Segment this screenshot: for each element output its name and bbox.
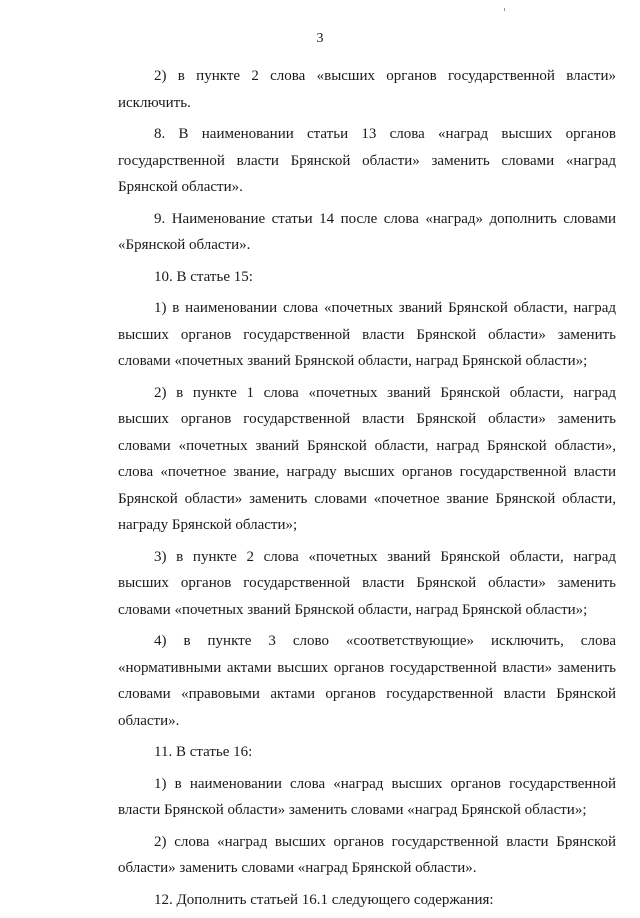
- scan-mark: [504, 8, 505, 11]
- page-number: 3: [316, 31, 324, 46]
- paragraph: 10. В статье 15:: [154, 268, 253, 285]
- paragraph: 3) в пункте 2 слова «почетных званий Брянской области, наград высших органов государственной власти Брянской области» заменить словами «почетных званий Брянской области, наград Брянской области»;: [118, 548, 616, 618]
- paragraph: 11. В статье 16:: [154, 744, 253, 760]
- paragraph: 1) в наименовании слова «почетных званий Брянской области, наград высших органов государственной власти Брянской области» заменить словами «почетных званий Брянской области, наград Брянской области»;: [118, 300, 616, 369]
- paragraph: 2) в пункте 1 слова «почетных званий Брянской области, наград высших органов государственной власти Брянской области» заменить словами «почетных званий Брянской области, наград Брянской области», слова «почетное звание, награду высших органов государственной власти Брянской области» заменить словами «почетное звание Брянской области, награду Брянской области»;: [118, 384, 616, 533]
- paragraph: 9. Наименование статьи 14 после слова «наград» дополнить словами «Брянской области».: [118, 210, 616, 253]
- paragraph: 2) в пункте 2 слова «высших органов государственной власти» исключить.: [118, 68, 616, 111]
- paragraph: 8. В наименовании статьи 13 слова «наград высших органов государственной власти Брянской области» заменить словами «наград Брянской области».: [118, 126, 616, 195]
- paragraph: 2) слова «наград высших органов государственной власти Брянской области» заменить словами «наград Брянской области».: [118, 833, 616, 876]
- paragraph: 1) в наименовании слова «наград высших органов государственной власти Брянской области» заменить словами «наград Брянской области»;: [118, 775, 616, 818]
- paragraph: 4) в пункте 3 слово «соответствующие» исключить, слова «нормативными актами высших органов государственной власти» заменить словами «правовыми актами органов государственной власти Брянской области».: [118, 633, 616, 729]
- paragraph: 12. Дополнить статьей 16.1 следующего содержания:: [154, 891, 494, 908]
- document-body: [118, 63, 616, 918]
